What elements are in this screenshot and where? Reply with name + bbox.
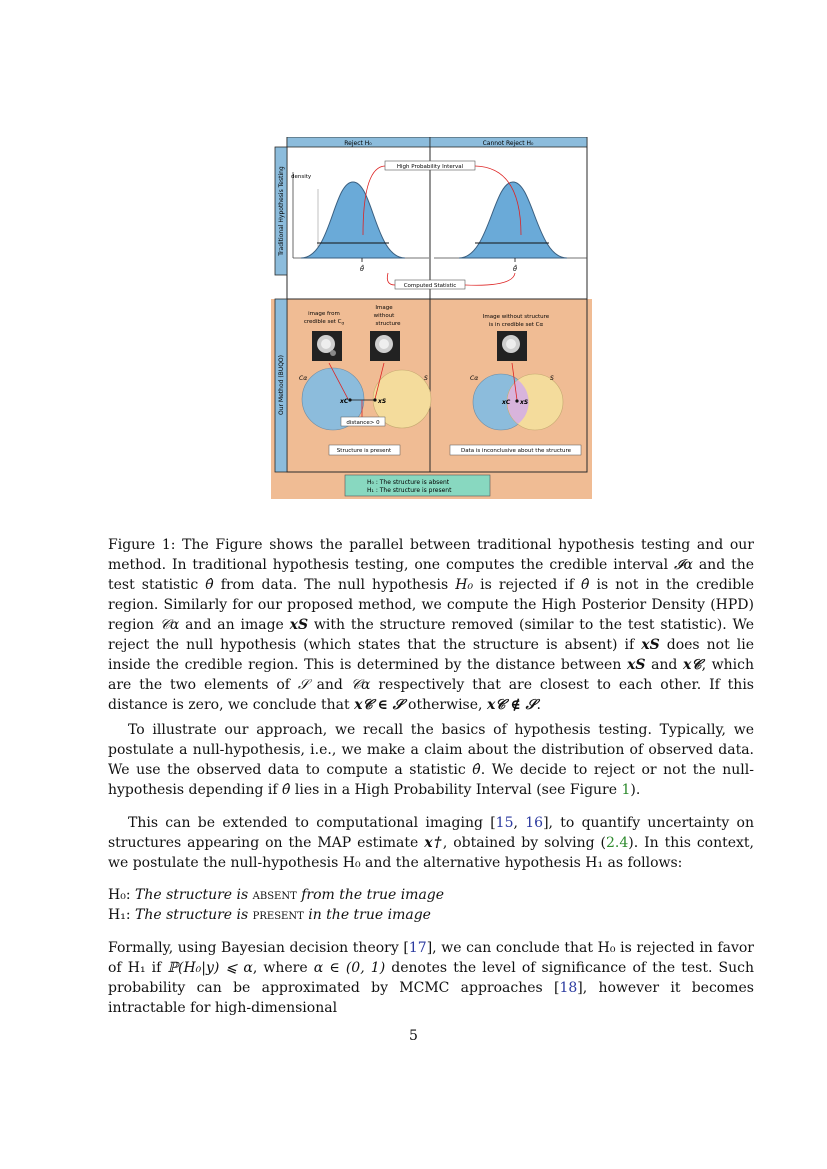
side-label-buqo: Our Method (BUQO) [278, 355, 285, 415]
hypothesis-h0 [108, 885, 754, 905]
point-right [515, 399, 518, 402]
legend-h0: H₀ : The structure is absent [367, 479, 450, 486]
computed-statistic-label: Computed Statistic [403, 283, 457, 289]
density-label: density [291, 174, 312, 180]
hypothesis-text: The structure is [130, 887, 253, 903]
body-text: denotes the level of significance of the test. Such probability can be approximated by MCMC approaches [ [108, 960, 755, 996]
math-theta: θ̂ [472, 762, 481, 778]
set-s-label-right: S [550, 375, 554, 382]
body-text: , where [252, 960, 314, 976]
paragraph-2 [108, 813, 754, 873]
caption-text: Figure 1: The Figure shows the parallel between traditional hypothesis testing and our method. In traditional hypothesis testing, one computes the credible interval [108, 537, 754, 573]
caption-text: and [645, 657, 684, 673]
hypothesis-keyword: absent [252, 887, 297, 903]
credible-image-thumbnail [312, 331, 342, 361]
distance-label: distance> 0 [346, 420, 380, 426]
conclusion-right: Data is inconclusive about the structure [460, 448, 572, 454]
legend-h1: H₁ : The structure is present [367, 487, 452, 494]
math-interval: 𝓘α [674, 557, 693, 573]
math-x-dagger: x† [424, 835, 443, 851]
hpi-label: High Probability Interval [396, 164, 464, 170]
hypothesis-keyword: present [252, 907, 304, 923]
header-cannot-reject-label: Cannot Reject H₀ [482, 140, 534, 147]
image-label-2-line-2: without [373, 313, 395, 319]
body-text: , [513, 815, 526, 831]
body-text: ], to quantify uncertainty on structures appearing on the MAP estimate [108, 815, 754, 851]
citation-link[interactable]: 15 [495, 815, 514, 831]
header-reject-label: Reject H₀ [344, 140, 372, 147]
math-s-set: 𝒮 [297, 677, 309, 693]
image-label-right-line-2: is in credible set Cα [488, 322, 544, 328]
set-c-label-left: Cα [299, 375, 308, 382]
math-xs: xS [641, 637, 660, 653]
math-alpha-range: α ∈ (0, 1) [313, 960, 386, 976]
page-number: 5 [409, 1028, 418, 1044]
math-xc: x𝒞 [683, 657, 702, 673]
math-c-alpha: 𝒞α [350, 677, 371, 693]
image-label-right-line-1: Image without structure [482, 314, 550, 320]
point-s-label-left: xS [378, 398, 387, 405]
caption-text: and an image [179, 617, 290, 633]
hypothesis-text: The structure is [130, 907, 253, 923]
hypothesis-label: H₀: [108, 887, 131, 903]
caption-text: . [536, 697, 541, 713]
body-text: To illustrate our approach, we recall the basics of hypothesis testing. Typically, we postulate a null-hypothesis, i.e., we make a claim about the distribution of observed data. We use the observed data to compute a statistic [108, 722, 754, 778]
caption-text: is rejected if [473, 577, 582, 593]
citation-link[interactable]: 17 [408, 940, 427, 956]
math-probability: ℙ(H₀|y) ⩽ α [167, 960, 253, 976]
figure-ref-link[interactable]: 1 [621, 782, 631, 798]
math-condition-notin: x𝒞 ∉ 𝒮 [486, 697, 537, 713]
image-label-1-line-2: credible set $C_\alpha$ [303, 319, 345, 326]
caption-text: with the structure removed (similar to the test statistic). We reject the null hypothesis (which states that the structure is absent) if [108, 617, 754, 653]
image-label-2-line-1: Image [375, 305, 393, 311]
set-s-label-left: S [424, 375, 428, 382]
caption-text: , which are the two elements of [108, 657, 754, 693]
body-text: This can be extended to computational imaging [ [128, 815, 496, 831]
figure-caption [108, 535, 754, 715]
caption-text: is not in the credible region. Similarly for our proposed method, we compute the High Posterior Density (HPD) region [108, 577, 755, 633]
paragraph-3 [108, 938, 754, 1018]
body-text: , obtained by solving ( [442, 835, 606, 851]
math-xs: xS [626, 657, 646, 673]
point-c-label-left: xC [340, 398, 349, 405]
math-h0: H₀ [455, 577, 474, 593]
set-c-label-right: Cα [470, 375, 479, 382]
caption-text: and [308, 677, 351, 693]
point-c-left [348, 398, 351, 401]
body-text: Formally, using Bayesian decision theory [ [108, 940, 409, 956]
equation-ref-link[interactable]: 2.4 [605, 835, 629, 851]
conclusion-left: Structure is present [336, 448, 392, 454]
caption-text: from data. The null hypothesis [213, 577, 456, 593]
math-theta: θ̂ [581, 577, 590, 593]
structure-removed-thumbnail-right [497, 331, 527, 361]
body-text: lies in a High Probability Interval (see Figure [290, 782, 622, 798]
hypothesis-h1 [108, 905, 754, 925]
structure-removed-thumbnail [370, 331, 400, 361]
theta-hat-right: θ̂ [513, 265, 517, 273]
citation-link[interactable]: 16 [525, 815, 544, 831]
point-s-left [373, 398, 376, 401]
body-text: . We decide to reject or not the null-hypothesis depending if [108, 762, 754, 798]
hypothesis-label: H₁: [108, 907, 131, 923]
math-xs: xS [289, 617, 309, 633]
caption-text: does not lie inside the credible region. This is determined by the distance between [108, 637, 754, 673]
body-text: ], however it becomes intractable for high-dimensional [108, 980, 754, 1016]
caption-text: respectively that are closest to each other. If this distance is zero, we conclude that [108, 677, 754, 713]
image-label-2-line-3: structure [375, 321, 401, 327]
body-text: ). In this context, we postulate the null-hypothesis H₀ and the alternative hypothesis H₁ as follows: [108, 835, 754, 871]
citation-link[interactable]: 18 [559, 980, 578, 996]
math-c-alpha: 𝒞α [159, 617, 180, 633]
body-text: ). [630, 782, 641, 798]
math-theta: θ̂ [205, 577, 214, 593]
theta-hat-left: θ̂ [360, 265, 364, 273]
caption-text: and the test statistic [108, 557, 754, 593]
hypothesis-text: from the true image [296, 887, 445, 903]
point-s-label-right: xS [520, 399, 529, 406]
math-theta: θ̂ [282, 782, 291, 798]
figure-1 [271, 137, 592, 499]
body-text: ], we can conclude that H₀ is rejected in favor of H₁ if [108, 940, 754, 976]
side-label-traditional: Traditional Hypothesis Testing [278, 166, 285, 256]
caption-text: otherwise, [403, 697, 487, 713]
image-label-1-line-1: image from [308, 311, 340, 317]
paragraph-1 [108, 720, 754, 800]
hypothesis-text: in the true image [303, 907, 431, 923]
math-condition-in: x𝒞 ∈ 𝒮 [354, 697, 404, 713]
point-c-label-right: xC [502, 399, 511, 406]
